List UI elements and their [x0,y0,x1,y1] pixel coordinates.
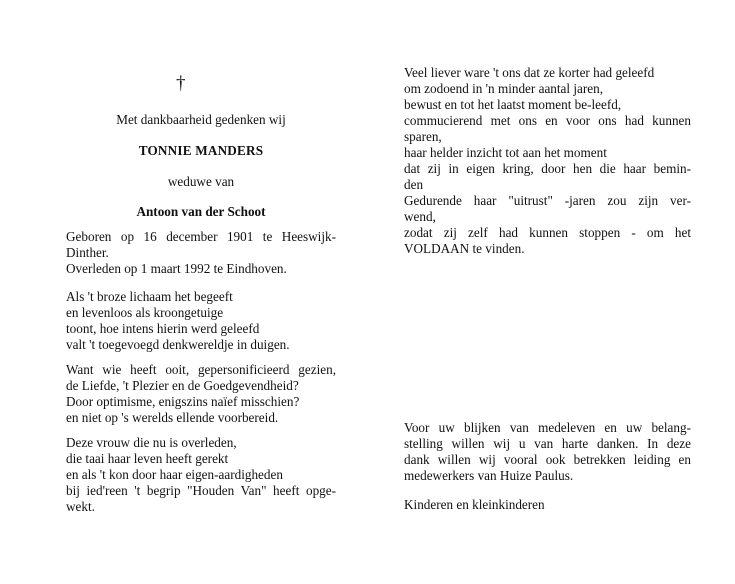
poem-line: Want wie heeft ooit, gepersonificieerd gezien, [66,362,336,377]
poem-line: de Liefde, 't Plezier en de Goedgevendheid? [66,378,299,393]
thanks-line: medewerkers van Huize Paulus. [404,468,574,483]
widow-of-line: weduwe van [167,174,235,189]
signature: Kinderen en kleinkinderen [404,497,545,512]
deceased-name: TONNIE MANDERS [138,143,264,158]
poem-line: Gedurende haar "uitrust" -jaren zou zijn ver- [404,193,691,208]
birth-line-cont: Dinther. [66,245,109,260]
poem-line: en als 't kon door haar eigen-aardigheden [66,467,283,482]
poem-line: valt 't toegevoegd denkwereldje in duigen. [66,337,290,352]
poem-line: zodat zij zelf had kunnen stoppen - om het [404,225,691,240]
poem-line: sparen, [404,129,442,144]
poem-line: den [404,177,424,192]
poem-stanza-3 [66,435,336,515]
poem-line: bewust en tot het laatst moment be-leefd, [404,97,622,112]
remembrance-line: Met dankbaarheid gedenken wij [116,112,286,127]
poem-stanza-1 [66,289,290,353]
poem-line: Als 't broze lichaam het begeeft [66,289,233,304]
poem-line: dat zij in eigen kring, door hen die haar bemin- [404,161,691,176]
poem-line: commucierend met ons en voor ons had kunnen [404,113,691,128]
poem-line: wekt. [66,499,95,514]
poem-line: Deze vrouw die nu is overleden, [66,435,237,450]
poem-line: om zodoend in 'n minder aantal jaren, [404,81,604,96]
poem-line: Veel liever ware 't ons dat ze korter had geleefd [404,65,655,80]
thanks-line: Voor uw blijken van medeleven en uw belang- [404,420,691,435]
poem-line: haar helder inzicht tot aan het moment [404,145,607,160]
life-dates [66,229,336,277]
poem-line: wend, [404,209,436,224]
poem-line: bij ied'reen 't begrip "Houden Van" heeft opge- [66,483,336,498]
poem-line: en niet op 's werelds ellende voorbereid. [66,410,279,425]
thanks-paragraph [404,420,691,484]
poem-line: toont, hoe intens hierin werd geleefd [66,321,260,336]
death-line: Overleden op 1 maart 1992 te Eindhoven. [66,261,287,276]
thanks-line: dank willen wij vooral ook betrekken leiding en [404,452,691,467]
poem-line: en levenloos als kroongetuige [66,305,224,320]
poem-line: die taai haar leven heeft gerekt [66,451,229,466]
poem-line: VOLDAAN te vinden. [404,241,525,256]
birth-line: Geboren op 16 december 1901 te Heeswijk- [66,229,336,244]
poem-line: Door optimisme, enigszins naïef misschien? [66,394,300,409]
poem-stanza-2 [66,362,336,426]
cross-icon: † [176,73,186,94]
thanks-line: stelling willen wij u van harte danken. In deze [404,436,691,451]
poem-stanza-4 [404,65,691,257]
husband-name: Antoon van der Schoot [136,204,266,219]
